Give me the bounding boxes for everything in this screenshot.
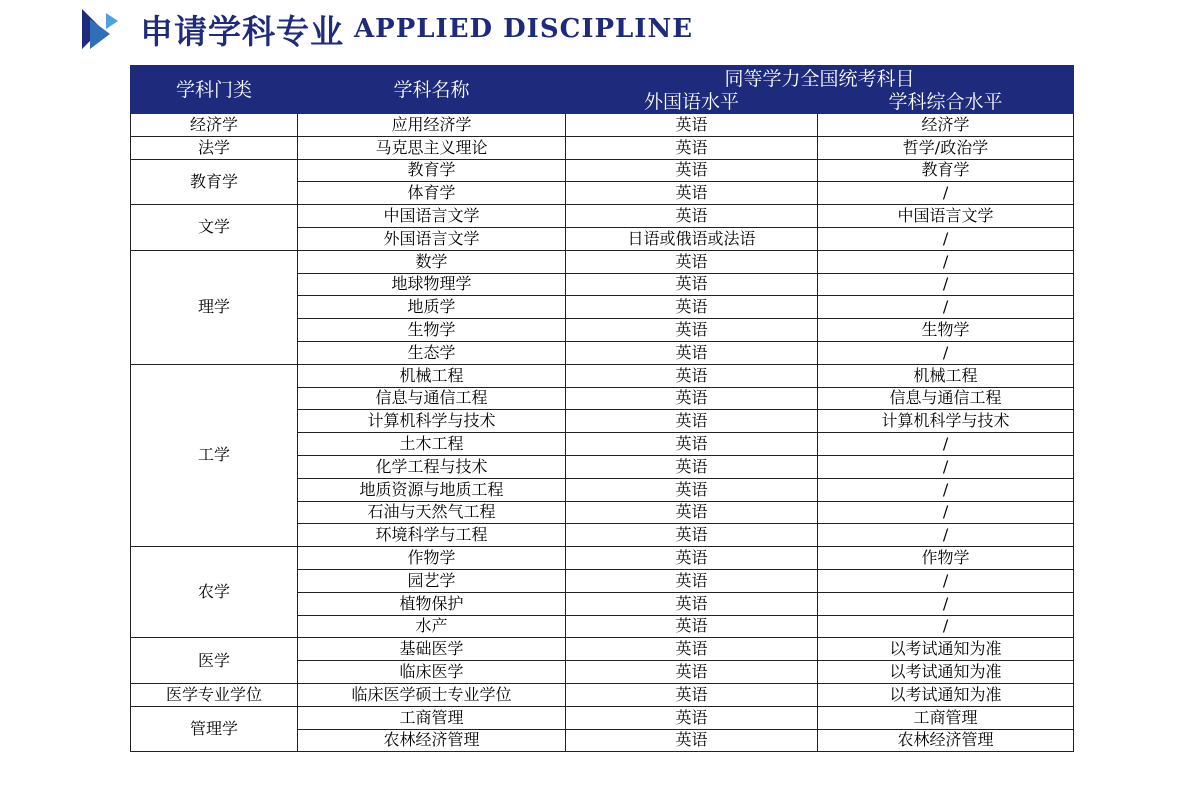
discipline-cell: 化学工程与技术 (298, 455, 566, 478)
discipline-cell: 植物保护 (298, 592, 566, 615)
language-cell: 英语 (566, 387, 818, 410)
language-cell: 日语或俄语或法语 (566, 227, 818, 250)
language-cell: 英语 (566, 569, 818, 592)
discipline-cell: 数学 (298, 250, 566, 273)
header-language: 外国语水平 (566, 91, 818, 114)
play-arrows-logo-icon (80, 7, 128, 51)
comprehensive-cell: 以考试通知为准 (818, 683, 1074, 706)
header-exam-group: 同等学力全国统考科目 (566, 66, 1074, 91)
language-cell: 英语 (566, 638, 818, 661)
language-cell: 英语 (566, 433, 818, 456)
comprehensive-cell: 教育学 (818, 159, 1074, 182)
language-cell: 英语 (566, 136, 818, 159)
table-row (131, 159, 1074, 182)
comprehensive-cell: 以考试通知为准 (818, 638, 1074, 661)
discipline-cell: 基础医学 (298, 638, 566, 661)
discipline-cell: 应用经济学 (298, 114, 566, 137)
discipline-cell: 园艺学 (298, 569, 566, 592)
comprehensive-cell: 工商管理 (818, 706, 1074, 729)
comprehensive-cell: 作物学 (818, 547, 1074, 570)
discipline-cell: 体育学 (298, 182, 566, 205)
discipline-cell: 工商管理 (298, 706, 566, 729)
comprehensive-cell: 信息与通信工程 (818, 387, 1074, 410)
comprehensive-cell: / (818, 273, 1074, 296)
category-cell: 理学 (131, 250, 298, 364)
language-cell: 英语 (566, 524, 818, 547)
discipline-cell: 土木工程 (298, 433, 566, 456)
language-cell: 英语 (566, 410, 818, 433)
table-row (131, 683, 1074, 706)
category-cell: 医学 (131, 638, 298, 684)
comprehensive-cell: 机械工程 (818, 364, 1074, 387)
comprehensive-cell: 计算机科学与技术 (818, 410, 1074, 433)
discipline-cell: 水产 (298, 615, 566, 638)
discipline-cell: 环境科学与工程 (298, 524, 566, 547)
language-cell: 英语 (566, 547, 818, 570)
language-cell: 英语 (566, 273, 818, 296)
page-header (80, 6, 693, 52)
discipline-cell: 计算机科学与技术 (298, 410, 566, 433)
discipline-cell: 机械工程 (298, 364, 566, 387)
language-cell: 英语 (566, 296, 818, 319)
header-comprehensive: 学科综合水平 (818, 91, 1074, 114)
table-row (131, 547, 1074, 570)
language-cell: 英语 (566, 706, 818, 729)
comprehensive-cell: / (818, 182, 1074, 205)
page-title: 申请学科专业 (140, 11, 344, 51)
discipline-cell: 农林经济管理 (298, 729, 566, 752)
comprehensive-cell: / (818, 455, 1074, 478)
discipline-cell: 地质资源与地质工程 (298, 478, 566, 501)
language-cell: 英语 (566, 683, 818, 706)
discipline-table (130, 65, 1074, 752)
comprehensive-cell: 经济学 (818, 114, 1074, 137)
comprehensive-cell: / (818, 296, 1074, 319)
category-cell: 管理学 (131, 706, 298, 752)
discipline-cell: 马克思主义理论 (298, 136, 566, 159)
table-row (131, 114, 1074, 137)
language-cell: 英语 (566, 114, 818, 137)
table-row (131, 205, 1074, 228)
comprehensive-cell: / (818, 433, 1074, 456)
comprehensive-cell: / (818, 569, 1074, 592)
comprehensive-cell: / (818, 524, 1074, 547)
language-cell: 英语 (566, 501, 818, 524)
language-cell: 英语 (566, 159, 818, 182)
comprehensive-cell: 哲学/政治学 (818, 136, 1074, 159)
language-cell: 英语 (566, 478, 818, 501)
discipline-cell: 生物学 (298, 319, 566, 342)
table-row (131, 638, 1074, 661)
comprehensive-cell: / (818, 478, 1074, 501)
discipline-cell: 石油与天然气工程 (298, 501, 566, 524)
discipline-cell: 地球物理学 (298, 273, 566, 296)
header-category: 学科门类 (131, 66, 298, 114)
header-discipline: 学科名称 (298, 66, 566, 114)
language-cell: 英语 (566, 319, 818, 342)
comprehensive-cell: / (818, 501, 1074, 524)
category-cell: 教育学 (131, 159, 298, 205)
discipline-cell: 生态学 (298, 341, 566, 364)
language-cell: 英语 (566, 364, 818, 387)
language-cell: 英语 (566, 455, 818, 478)
table-row (131, 136, 1074, 159)
category-cell: 医学专业学位 (131, 683, 298, 706)
discipline-cell: 地质学 (298, 296, 566, 319)
discipline-cell: 临床医学硕士专业学位 (298, 683, 566, 706)
table-row (131, 706, 1074, 729)
language-cell: 英语 (566, 250, 818, 273)
comprehensive-cell: 农林经济管理 (818, 729, 1074, 752)
discipline-cell: 中国语言文学 (298, 205, 566, 228)
discipline-cell: 教育学 (298, 159, 566, 182)
language-cell: 英语 (566, 592, 818, 615)
comprehensive-cell: 以考试通知为准 (818, 661, 1074, 684)
category-cell: 文学 (131, 205, 298, 251)
comprehensive-cell: 生物学 (818, 319, 1074, 342)
language-cell: 英语 (566, 729, 818, 752)
table-row (131, 364, 1074, 387)
category-cell: 农学 (131, 547, 298, 638)
category-cell: 经济学 (131, 114, 298, 137)
category-cell: 法学 (131, 136, 298, 159)
discipline-cell: 临床医学 (298, 661, 566, 684)
discipline-cell: 作物学 (298, 547, 566, 570)
comprehensive-cell: / (818, 250, 1074, 273)
comprehensive-cell: / (818, 227, 1074, 250)
table-row (131, 250, 1074, 273)
language-cell: 英语 (566, 341, 818, 364)
comprehensive-cell: / (818, 341, 1074, 364)
comprehensive-cell: / (818, 615, 1074, 638)
category-cell: 工学 (131, 364, 298, 546)
page-title-english: APPLIED DISCIPLINE (354, 14, 694, 44)
language-cell: 英语 (566, 615, 818, 638)
comprehensive-cell: / (818, 592, 1074, 615)
discipline-cell: 信息与通信工程 (298, 387, 566, 410)
language-cell: 英语 (566, 182, 818, 205)
language-cell: 英语 (566, 205, 818, 228)
discipline-cell: 外国语言文学 (298, 227, 566, 250)
comprehensive-cell: 中国语言文学 (818, 205, 1074, 228)
language-cell: 英语 (566, 661, 818, 684)
